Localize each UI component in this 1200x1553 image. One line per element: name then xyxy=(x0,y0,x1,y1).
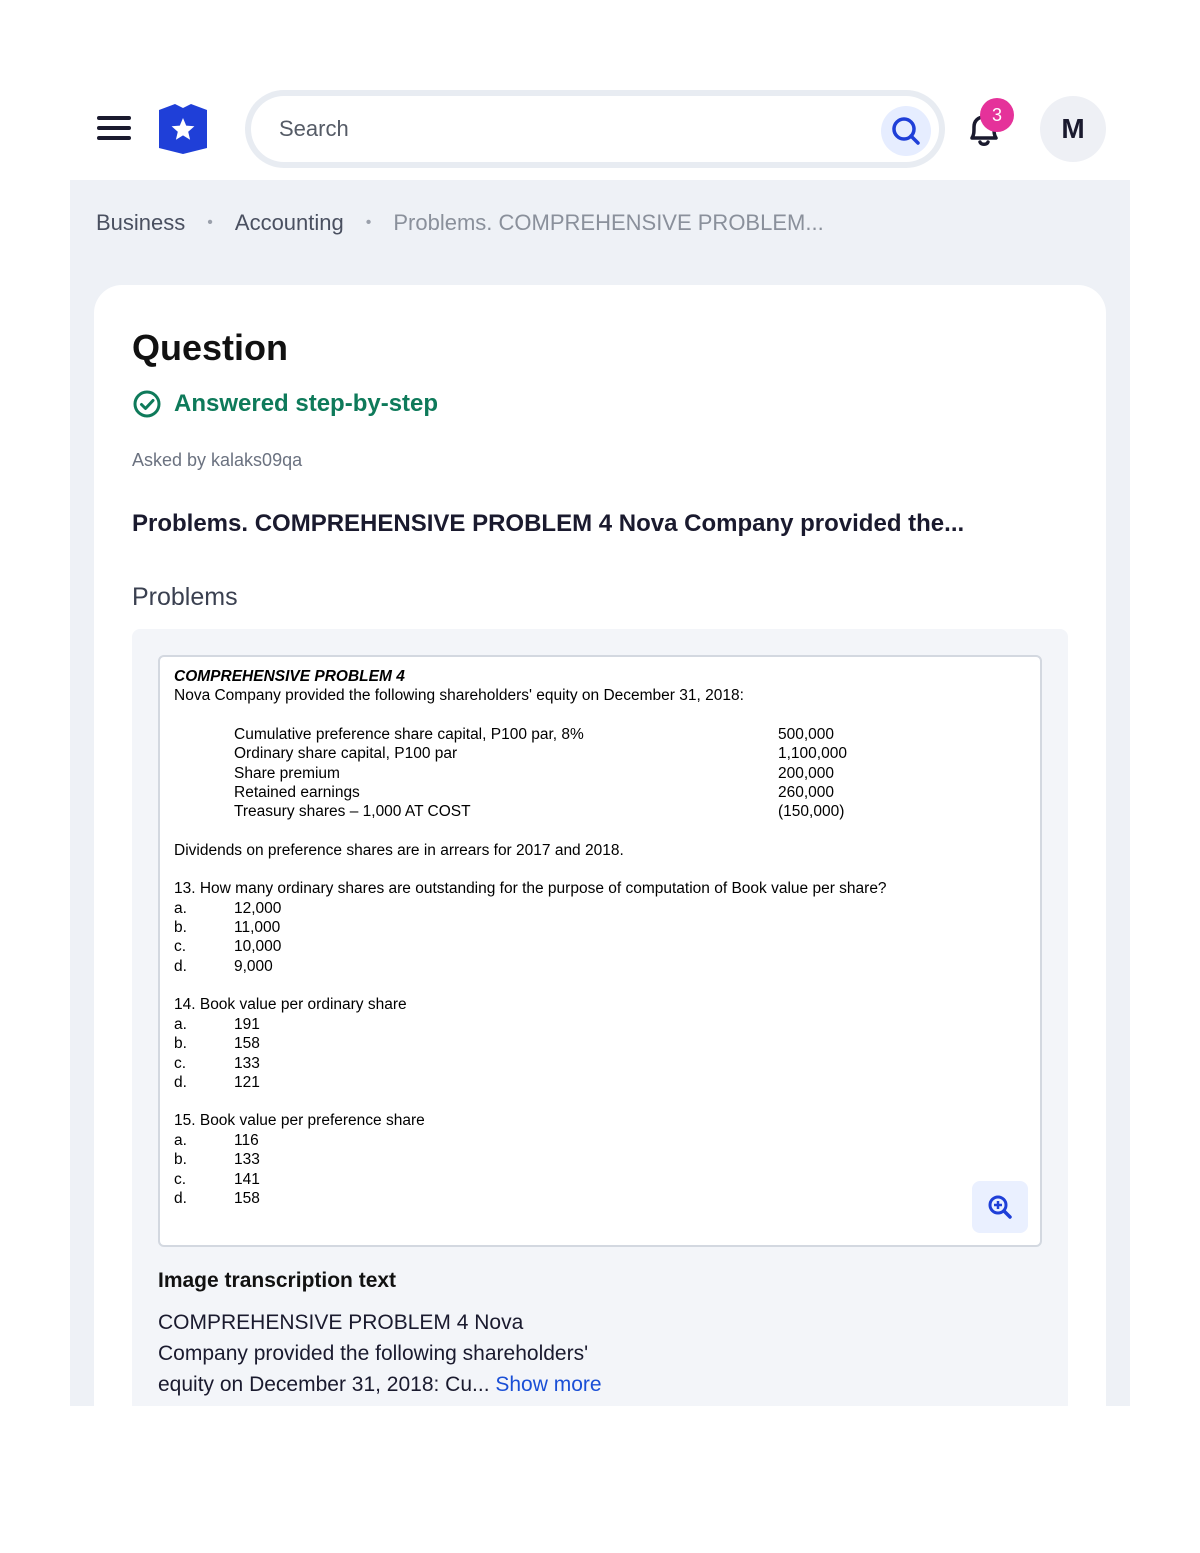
asked-by: Asked by kalaks09qa xyxy=(132,450,303,470)
answer-option: b. 158 xyxy=(174,1035,260,1053)
check-circle-icon xyxy=(132,389,162,419)
brand-logo-icon[interactable] xyxy=(157,104,209,154)
breadcrumb-separator: • xyxy=(365,214,372,231)
search-icon xyxy=(890,115,922,147)
scan-question-14: 14. Book value per ordinary share xyxy=(174,996,407,1014)
answer-option: a. 116 xyxy=(174,1131,259,1149)
answer-option: a. 12,000 xyxy=(174,899,282,917)
breadcrumb-accounting[interactable]: Accounting xyxy=(234,210,344,235)
answer-option: c. 141 xyxy=(174,1170,260,1188)
top-header xyxy=(70,80,1130,180)
question-title: Problems. COMPREHENSIVE PROBLEM 4 Nova Company provided the... xyxy=(132,510,965,537)
equity-row: Retained earnings 260,000 xyxy=(234,784,835,802)
menu-icon[interactable] xyxy=(97,116,131,144)
answered-status-label: Answered step-by-step xyxy=(174,390,439,417)
question-image[interactable] xyxy=(158,655,1042,1247)
equity-row: Treasury shares – 1,000 AT COST (150,000) xyxy=(234,803,845,821)
scan-question-15: 15. Book value per preference share xyxy=(174,1112,425,1130)
zoom-in-icon xyxy=(986,1193,1014,1221)
user-avatar[interactable]: M xyxy=(1040,96,1106,162)
page-title: Question xyxy=(132,327,289,368)
equity-row: Ordinary share capital, P100 par 1,100,000 xyxy=(234,745,847,763)
question-card xyxy=(94,285,1106,1406)
search-button[interactable] xyxy=(881,106,931,156)
answer-option: b. 11,000 xyxy=(174,919,281,937)
answer-option: b. 133 xyxy=(174,1151,260,1169)
breadcrumb-business[interactable]: Business xyxy=(96,210,186,235)
answer-option: c. 133 xyxy=(174,1054,260,1072)
scan-note: Dividends on preference shares are in arrears for 2017 and 2018. xyxy=(174,841,624,859)
answer-option: d. 9,000 xyxy=(174,957,273,975)
equity-row: Cumulative preference share capital, P100 par, 8% 500,000 xyxy=(234,725,835,743)
section-label: Problems xyxy=(132,583,238,611)
answer-option: a. 191 xyxy=(174,1015,260,1033)
breadcrumb-current: Problems. COMPREHENSIVE PROBLEM... xyxy=(393,210,824,235)
equity-row: Share premium 200,000 xyxy=(234,764,835,782)
show-more-link[interactable]: Show more xyxy=(495,1373,602,1396)
transcription-line: equity on December 31, 2018: Cu... Show more xyxy=(158,1373,602,1396)
answer-option: d. 121 xyxy=(174,1073,260,1091)
transcription-text xyxy=(158,1307,678,1400)
transcription-line: Company provided the following shareholders' xyxy=(158,1342,589,1365)
notification-badge: 3 xyxy=(980,98,1014,132)
answer-option: d. 158 xyxy=(174,1189,260,1207)
scan-heading: COMPREHENSIVE PROBLEM 4 xyxy=(174,668,405,685)
transcription-title: Image transcription text xyxy=(158,1269,397,1292)
breadcrumb xyxy=(96,210,824,236)
scan-intro: Nova Company provided the following shareholders' equity on December 31, 2018: xyxy=(174,687,744,705)
main-content xyxy=(70,180,1130,1406)
zoom-in-button[interactable] xyxy=(972,1181,1028,1233)
breadcrumb-separator: • xyxy=(207,214,213,231)
answer-option: c. 10,000 xyxy=(174,938,282,956)
answered-status xyxy=(132,389,438,419)
scanned-problem xyxy=(174,667,898,1208)
search-bar xyxy=(245,90,945,168)
scan-question-13: 13. How many ordinary shares are outstanding for the purpose of computation of Book value per share? xyxy=(174,880,887,898)
search-input[interactable] xyxy=(279,96,839,162)
question-body xyxy=(132,629,1068,1406)
transcription-line: COMPREHENSIVE PROBLEM 4 Nova xyxy=(158,1311,524,1334)
